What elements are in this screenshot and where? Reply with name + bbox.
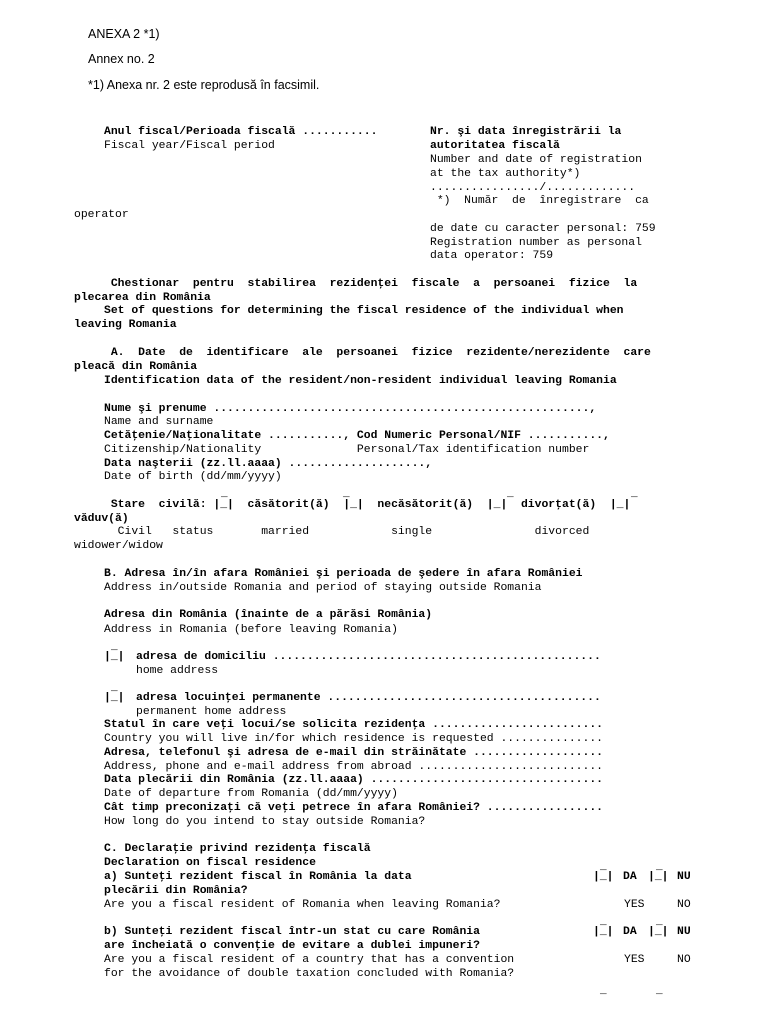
- birth-date-field-ro[interactable]: Data naşterii (zz.ll.aaaa) ....................,: [104, 458, 433, 470]
- annex-title-ro: ANEXA 2 *1): [88, 27, 160, 41]
- question-b-no-checkbox[interactable]: |_|: [648, 926, 669, 938]
- facsimile-note: *1) Anexa nr. 2 este reprodusă în facsimil.: [88, 78, 320, 92]
- question-b-da-label: DA: [623, 926, 637, 938]
- registration-label-ro-1: Nr. şi data înregistrării la: [430, 126, 622, 138]
- questionnaire-title-ro-1: Chestionar pentru stabilirea rezidenţei fiscale a persoanei fizice la: [104, 278, 638, 290]
- checkbox-top-bar: _: [600, 861, 607, 873]
- operator-note-en-1: Registration number as personal: [430, 237, 642, 249]
- question-a-yes-label: YES: [624, 899, 645, 911]
- question-b-en-1: Are you a fiscal resident of a country that has a convention: [104, 954, 515, 966]
- departure-date-field-en: Date of departure from Romania (dd/mm/yyyy): [104, 788, 398, 800]
- checkbox-top-bar: _: [507, 488, 514, 500]
- home-address-field-en: home address: [136, 665, 219, 677]
- questionnaire-title-en-2: leaving Romania: [74, 319, 177, 331]
- operator-note-ro-3: de date cu caracter personal: 759: [430, 223, 656, 235]
- questionnaire-title-ro-2: plecarea din România: [74, 292, 211, 304]
- questionnaire-title-en-1: Set of questions for determining the fiscal residence of the individual when: [104, 305, 624, 317]
- permanent-home-checkbox[interactable]: |_|: [104, 692, 125, 704]
- civil-status-options-en: Civil status married single divorced: [104, 526, 590, 538]
- registration-label-ro-2: autoritatea fiscală: [430, 140, 560, 152]
- question-b-yes-checkbox[interactable]: |_|: [593, 926, 614, 938]
- birth-date-field-en: Date of birth (dd/mm/yyyy): [104, 471, 282, 483]
- question-a-da-label: DA: [623, 871, 637, 883]
- departure-date-field-ro[interactable]: Data plecării din România (zz.ll.aaaa) ..................................: [104, 774, 603, 786]
- question-b-nu-label: NU: [677, 926, 691, 938]
- registration-label-en-2: at the tax authority*): [430, 168, 581, 180]
- question-a-ro-1: a) Sunteţi rezident fiscal în România la data: [104, 871, 412, 883]
- annex-title-en: Annex no. 2: [88, 52, 155, 66]
- checkbox-top-bar: _: [221, 488, 228, 500]
- section-a-heading-en: Identification data of the resident/non-resident individual leaving Romania: [104, 375, 617, 387]
- question-a-no-checkbox[interactable]: |_|: [648, 871, 669, 883]
- civil-status-widowed-ro: văduv(ă): [74, 513, 129, 525]
- permanent-home-field-ro[interactable]: adresa locuinţei permanente ........................................: [136, 692, 601, 704]
- section-a-heading-ro-1: A. Date de identificare ale persoanei fizice rezidente/nerezidente care: [104, 347, 651, 359]
- checkbox-top-bar: _: [343, 488, 350, 500]
- checkbox-top-bar: _: [631, 488, 638, 500]
- fiscal-year-label-en: Fiscal year/Fiscal period: [104, 140, 275, 152]
- checkbox-top-bar: _: [656, 916, 663, 928]
- checkbox-top-bar: _: [656, 985, 663, 997]
- operator-note-en-2: data operator: 759: [430, 250, 554, 262]
- question-b-no-label: NO: [677, 954, 691, 966]
- permanent-home-field-en: permanent home address: [136, 706, 287, 718]
- citizenship-field-en: Citizenship/Nationality Personal/Tax identification number: [104, 444, 590, 456]
- section-b-heading-ro: B. Adresa în/în afara României şi perioada de şedere în afara României: [104, 568, 583, 580]
- operator-note-ro-1: *) Număr de înregistrare ca: [430, 195, 649, 207]
- registration-dots: ................/.............: [430, 182, 636, 194]
- question-b-ro-1: b) Sunteţi rezident fiscal într-un stat cu care România: [104, 926, 480, 938]
- fiscal-year-label-ro: Anul fiscal/Perioada fiscală ...........: [104, 126, 378, 138]
- section-b-heading-en: Address in/outside Romania and period of staying outside Romania: [104, 582, 542, 594]
- home-address-checkbox[interactable]: |_|: [104, 651, 125, 663]
- question-b-ro-2: are încheiată o convenţie de evitare a dublei impuneri?: [104, 940, 480, 952]
- stay-duration-field-en: How long do you intend to stay outside Romania?: [104, 816, 426, 828]
- section-c-heading-ro: C. Declaraţie privind rezidenţa fiscală: [104, 843, 371, 855]
- citizenship-field-ro[interactable]: Cetăţenie/Naţionalitate ..........., Cod Numeric Personal/NIF ...........,: [104, 430, 610, 442]
- question-a-yes-checkbox[interactable]: |_|: [593, 871, 614, 883]
- home-address-field-ro[interactable]: adresa de domiciliu ................................................: [136, 651, 601, 663]
- residence-country-field-ro[interactable]: Statul în care veţi locui/se solicita rezidenţa .........................: [104, 719, 603, 731]
- operator-note-ro-2: operator: [74, 209, 129, 221]
- section-c-heading-en: Declaration on fiscal residence: [104, 857, 316, 869]
- question-b-yes-label: YES: [624, 954, 645, 966]
- name-field-en: Name and surname: [104, 416, 214, 428]
- checkbox-top-bar: _: [600, 985, 607, 997]
- abroad-contact-field-en: Address, phone and e-mail address from abroad ...........................: [104, 761, 603, 773]
- registration-label-en-1: Number and date of registration: [430, 154, 642, 166]
- romania-address-title-en: Address in Romania (before leaving Romania): [104, 624, 398, 636]
- residence-country-field-en: Country you will live in/for which residence is requested ...............: [104, 733, 603, 745]
- abroad-contact-field-ro[interactable]: Adresa, telefonul şi adresa de e-mail din străinătate ...................: [104, 747, 603, 759]
- question-a-ro-2: plecării din România?: [104, 885, 248, 897]
- civil-status-widowed-en: widower/widow: [74, 540, 163, 552]
- civil-status-options-ro[interactable]: Stare civilă: |_| căsătorit(ă) |_| necăsătorit(ă) |_| divorţat(ă) |_|: [104, 499, 631, 511]
- checkbox-top-bar: _: [111, 641, 118, 653]
- checkbox-top-bar: _: [600, 916, 607, 928]
- stay-duration-field-ro[interactable]: Cât timp preconizaţi că veţi petrece în afara României? .................: [104, 802, 603, 814]
- checkbox-top-bar: _: [111, 682, 118, 694]
- question-a-nu-label: NU: [677, 871, 691, 883]
- question-a-en: Are you a fiscal resident of Romania when leaving Romania?: [104, 899, 501, 911]
- checkbox-top-bar: _: [656, 861, 663, 873]
- question-b-en-2: for the avoidance of double taxation concluded with Romania?: [104, 968, 515, 980]
- romania-address-title-ro: Adresa din România (înainte de a părăsi România): [104, 609, 433, 621]
- question-a-no-label: NO: [677, 899, 691, 911]
- section-a-heading-ro-2: pleacă din România: [74, 361, 198, 373]
- name-field-ro[interactable]: Nume şi prenume .......................................................,: [104, 403, 597, 415]
